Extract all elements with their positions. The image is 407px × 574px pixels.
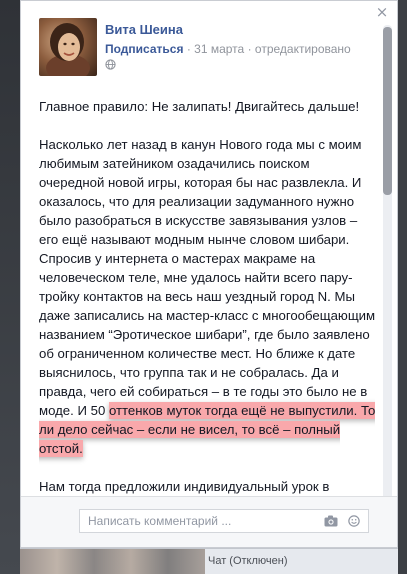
meta-separator: ·: [186, 42, 191, 56]
comment-bar: [21, 496, 397, 547]
post-meta: [105, 42, 351, 56]
avatar-portrait-image: [39, 18, 97, 76]
post-headline: Главное правило: Не залипать! Двигайтесь дальше!: [39, 99, 360, 114]
post-paragraph: [39, 135, 377, 458]
smiley-icon[interactable]: [347, 515, 361, 527]
chat-sidebar-bar[interactable]: [20, 548, 398, 574]
chat-status-label[interactable]: Чат (Отключен): [208, 555, 288, 567]
post-date[interactable]: 31 марта: [194, 42, 245, 56]
chat-thumbnails: [20, 549, 205, 574]
post-body: [39, 97, 377, 534]
post-paragraph-2: Нам тогда предложили индивидуальный урок в: [39, 479, 330, 494]
follow-link[interactable]: Подписаться: [105, 42, 184, 56]
scrollbar-thumb[interactable]: [383, 27, 392, 195]
author-name[interactable]: Вита Шеина: [105, 22, 183, 37]
avatar[interactable]: [39, 18, 97, 76]
close-icon[interactable]: ×: [375, 3, 389, 21]
meta-separator-2: ·: [247, 42, 252, 56]
scrollbar[interactable]: [383, 25, 392, 535]
paragraph-text: Насколько лет назад в канун Нового года мы с моим любимым затейником озадачились поиском очередной новой игры, которая бы нас развлекла. И оказалось, что для реализации задуманного нужно было разобраться в искусстве завязывания узлов – его ещё называют модным нынче словом шибари. Спросив у интернета о мастерах макраме на человеческом теле, мне удалось найти всего пару-тройку контактов на весь наш уездный город N. Мы даже записались на мастер-класс с многообещающим названием “Эротическое шибари”, где было заявлено об ограниченном количестве мест. Но ближе к дате выяснилось, что группа так и не собралась. Да и правда, чего ей собираться – в те годы это было не в моде. И 50: [39, 137, 376, 418]
globe-icon[interactable]: [105, 59, 116, 70]
page-backdrop: [0, 0, 20, 574]
edited-label[interactable]: отредактировано: [254, 42, 351, 56]
post-popup: [20, 0, 398, 548]
highlighted-text: оттенков муток тогда ещё не выпустили. То ли дело сейчас – если не висел, то всё – полный отстой.: [39, 403, 376, 456]
camera-icon[interactable]: [324, 515, 338, 527]
post-header: [39, 18, 377, 80]
